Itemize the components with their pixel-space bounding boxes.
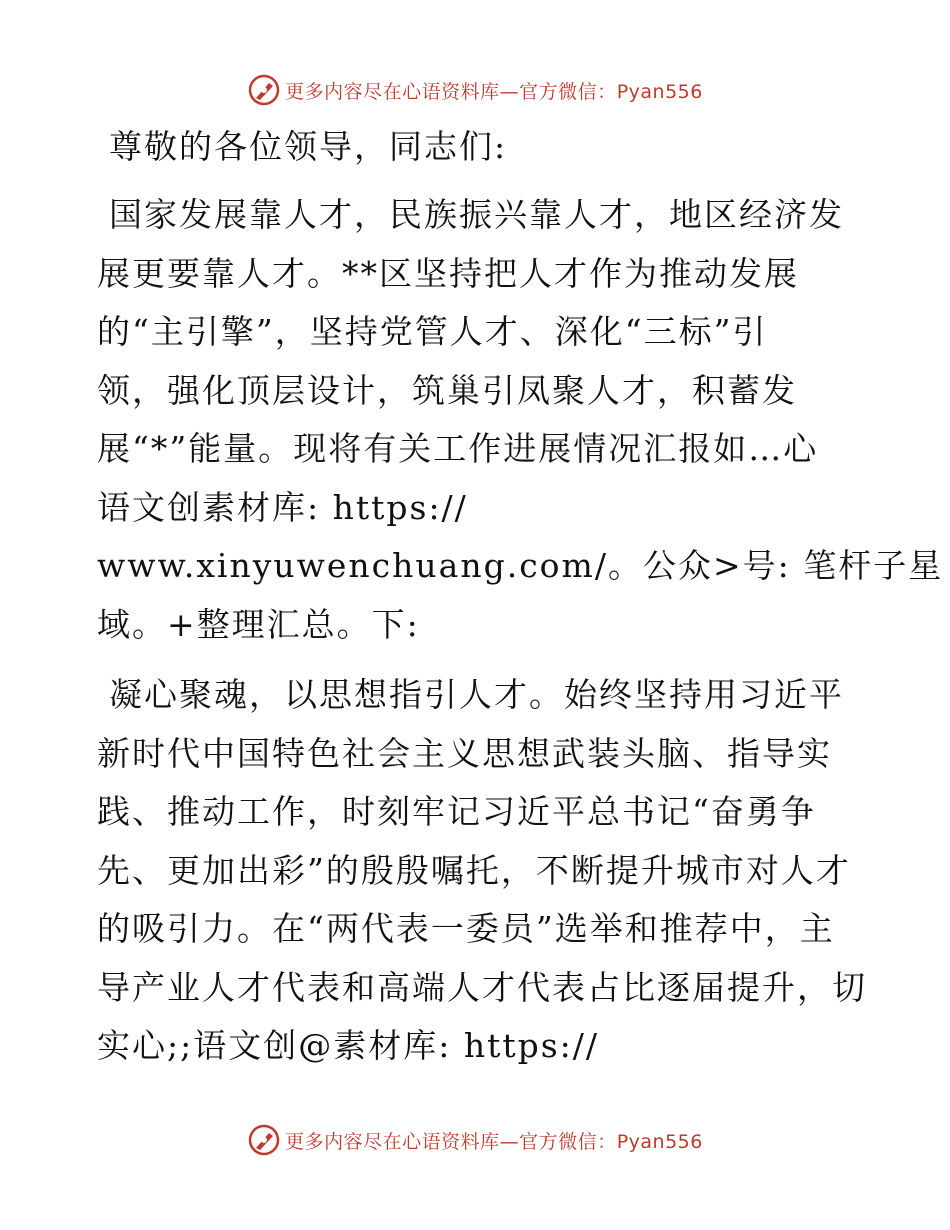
banner-wechat-label: 官方微信： xyxy=(519,1130,617,1153)
text-line: 展“*”能量。现将有关工作进展情况汇报如…心 xyxy=(97,429,819,468)
text-line: 语文创素材库: https:// xyxy=(97,487,468,527)
document-body xyxy=(97,118,944,1088)
text-line: 导产业人才代表和高端人才代表占比逐届提升，切 xyxy=(97,967,867,1007)
text-line: 的“主引擎”，坚持党管人才、深化“三标”引 xyxy=(97,312,768,351)
banner-text xyxy=(285,1127,703,1154)
text-line: 展更要靠人才。**区坚持把人才作为推动发展 xyxy=(97,253,799,293)
header-banner xyxy=(0,70,950,110)
banner-brand: 更多内容尽在心语资料库 xyxy=(285,80,500,103)
banner-wechat-label: 官方微信： xyxy=(519,80,617,103)
text-line: 的吸引力。在“两代表一委员”选举和推荐中，主 xyxy=(97,909,835,948)
banner-text xyxy=(285,77,703,104)
text-line: 实心;;语文创@素材库: https:// xyxy=(97,1026,600,1065)
paragraph-2 xyxy=(97,666,867,1076)
text-line: 先、更加出彩”的殷殷嘱托，不断提升城市对人才 xyxy=(97,850,851,890)
paragraph-1 xyxy=(97,186,944,654)
footer-banner xyxy=(0,1120,950,1160)
banner-separator: — xyxy=(499,1130,520,1153)
banner-wechat-id: Pyan556 xyxy=(616,1130,703,1153)
text-line: 领，强化顶层设计，筑巢引凤聚人才，积蓄发 xyxy=(97,370,797,410)
text-line: 国家发展靠人才，民族振兴靠人才，地区经济发 xyxy=(109,195,844,234)
salutation: 尊敬的各位领导，同志们: xyxy=(109,127,508,166)
pen-nib-logo-icon xyxy=(247,1123,281,1157)
text-line: 凝心聚魂，以思想指引人才。始终坚持用习近平 xyxy=(109,675,844,714)
banner-brand: 更多内容尽在心语资料库 xyxy=(285,1130,500,1153)
banner-separator: — xyxy=(499,80,520,103)
pen-nib-logo-icon xyxy=(247,73,281,107)
banner-wechat-id: Pyan556 xyxy=(616,80,703,103)
text-line: 新时代中国特色社会主义思想武装头脑、指导实 xyxy=(97,733,832,773)
text-line: 践、推动工作，时刻牢记习近平总书记“奋勇争 xyxy=(97,792,816,831)
text-line: www.xinyuwenchuang.com/。公众>号: 笔杆子星 xyxy=(97,546,944,585)
text-line: 域。+整理汇总。下: xyxy=(97,604,420,644)
